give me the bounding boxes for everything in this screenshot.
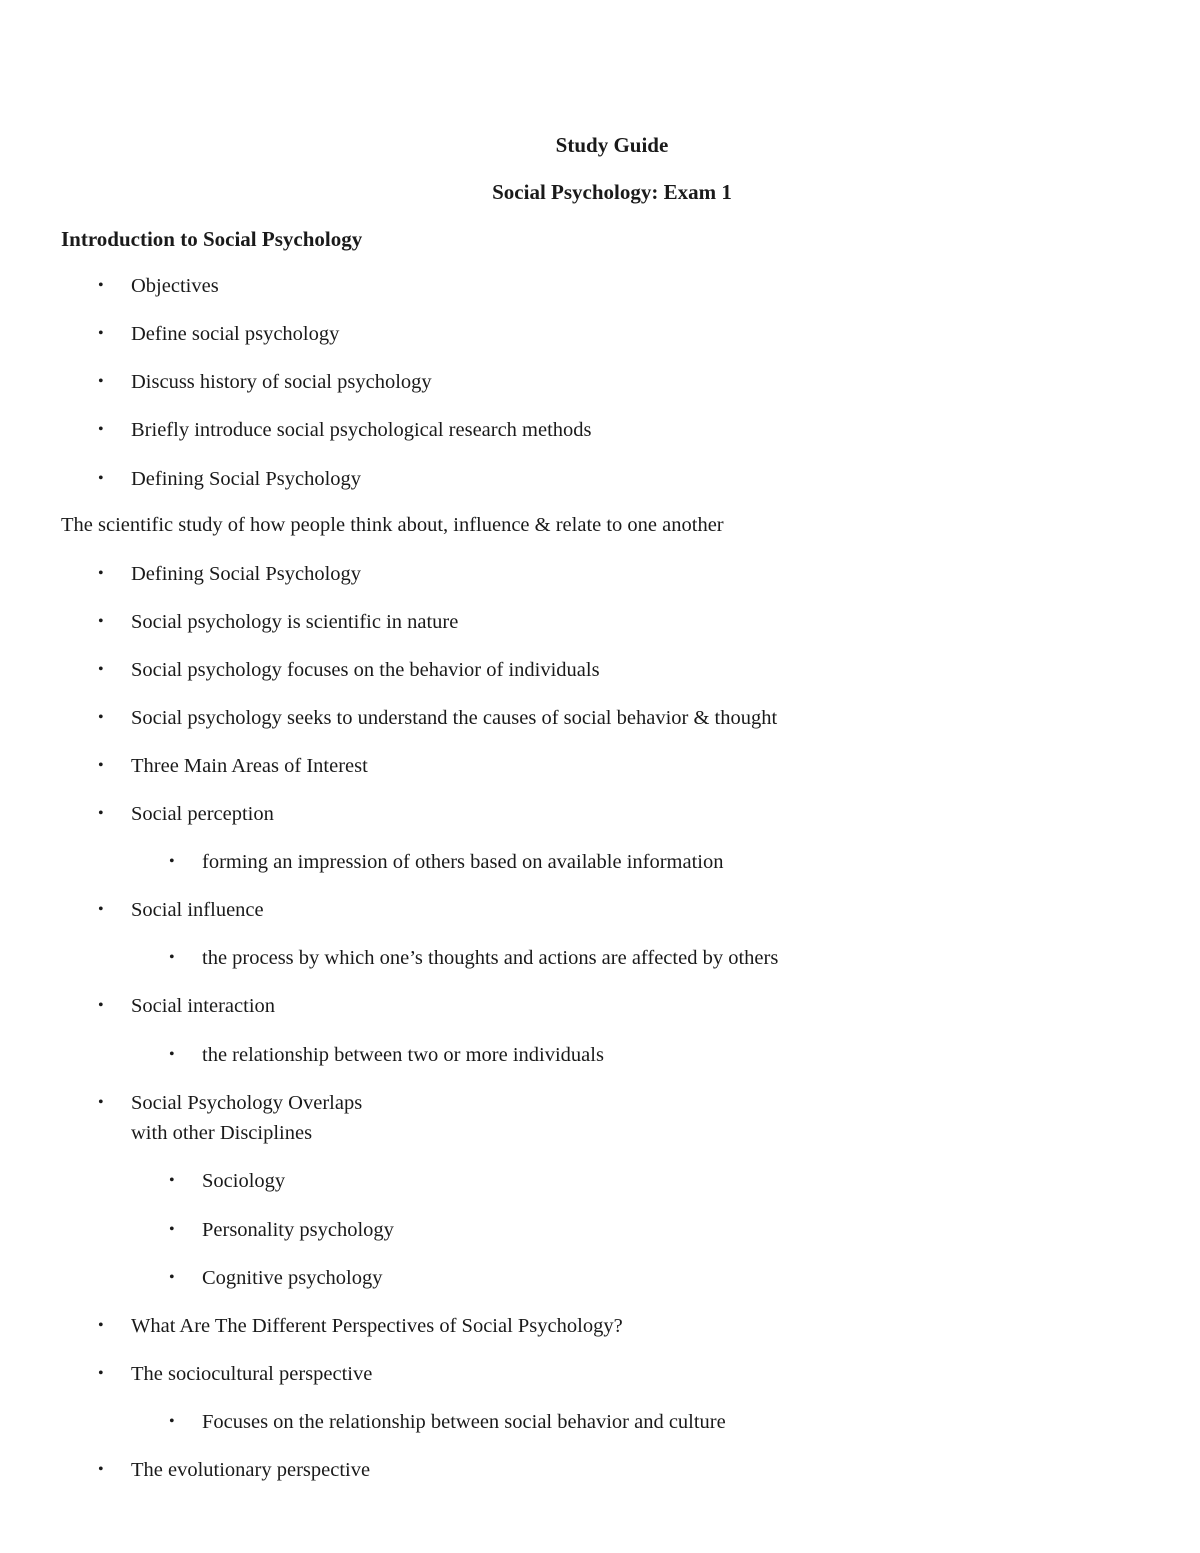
bullet-icon: •	[169, 1172, 175, 1189]
list-item-text: What Are The Different Perspectives of Social Psychology?	[131, 1315, 623, 1337]
list-item	[98, 1311, 623, 1341]
list-item-text: The sociocultural perspective	[131, 1363, 373, 1385]
list-item-text: with other Disciplines	[131, 1122, 313, 1144]
list-item-text: Personality psychology	[202, 1219, 394, 1241]
list-item	[98, 1359, 373, 1389]
list-item-text: Three Main Areas of Interest	[131, 755, 368, 777]
list-item-text: Social Psychology Overlaps	[131, 1092, 363, 1114]
list-item	[98, 1088, 363, 1118]
sub-list-item	[169, 1215, 394, 1245]
list-item-text: Social interaction	[131, 995, 276, 1017]
list-item-text: Objectives	[131, 275, 219, 297]
bullet-icon: •	[98, 373, 104, 390]
list-item	[98, 271, 219, 301]
bullet-icon: •	[98, 661, 104, 678]
list-item	[98, 319, 340, 349]
list-item-text: Social psychology is scientific in nature	[131, 611, 459, 633]
bullet-icon: •	[98, 613, 104, 630]
list-item	[98, 799, 274, 829]
bullet-icon: •	[98, 565, 104, 582]
list-item-text: Define social psychology	[131, 323, 340, 345]
bullet-icon: •	[98, 757, 104, 774]
list-item-text: Defining Social Psychology	[131, 468, 362, 490]
bullet-icon: •	[98, 1317, 104, 1334]
list-item-text: Social perception	[131, 803, 274, 825]
list-item-text: The evolutionary perspective	[131, 1459, 371, 1481]
bullet-icon: •	[169, 949, 175, 966]
list-item-text: the relationship between two or more individuals	[202, 1044, 604, 1066]
bullet-icon: •	[98, 277, 104, 294]
sub-list-item	[169, 1407, 726, 1437]
list-item-text: Defining Social Psychology	[131, 563, 362, 585]
bullet-icon: •	[98, 470, 104, 487]
sub-list-item	[169, 1263, 383, 1293]
list-item-continuation	[131, 1118, 312, 1148]
document-title: Study Guide	[555, 133, 669, 157]
bullet-icon: •	[169, 1046, 175, 1063]
section-heading: Introduction to Social Psychology	[61, 227, 363, 251]
list-item	[98, 991, 276, 1021]
list-item	[98, 895, 264, 925]
list-item-text: forming an impression of others based on available information	[202, 851, 724, 873]
document-subtitle: Social Psychology: Exam 1	[492, 180, 732, 204]
list-item-text: Social psychology focuses on the behavior of individuals	[131, 659, 600, 681]
bullet-icon: •	[98, 901, 104, 918]
sub-list-item	[169, 847, 724, 877]
list-item-text: Briefly introduce social psychological research methods	[131, 419, 592, 441]
bullet-icon: •	[169, 1413, 175, 1430]
bullet-icon: •	[98, 325, 104, 342]
sub-list-item	[169, 943, 779, 973]
list-item	[98, 559, 362, 589]
bullet-icon: •	[98, 997, 104, 1014]
sub-list-item	[169, 1040, 604, 1070]
list-item	[98, 415, 592, 445]
list-item	[98, 655, 600, 685]
list-item	[98, 703, 778, 733]
bullet-icon: •	[98, 1365, 104, 1382]
list-item	[98, 1455, 371, 1485]
bullet-icon: •	[169, 853, 175, 870]
list-item-text: Social influence	[131, 899, 264, 921]
list-item	[98, 367, 432, 397]
bullet-icon: •	[169, 1221, 175, 1238]
list-item-text: the process by which one’s thoughts and actions are affected by others	[202, 947, 779, 969]
list-item	[98, 607, 459, 637]
bullet-icon: •	[98, 709, 104, 726]
bullet-icon: •	[98, 805, 104, 822]
bullet-icon: •	[98, 1094, 104, 1111]
list-item-text: Sociology	[202, 1170, 286, 1192]
definition-paragraph: The scientific study of how people think about, influence & relate to one another	[61, 514, 724, 536]
list-item-text: Cognitive psychology	[202, 1267, 383, 1289]
list-item-text: Social psychology seeks to understand the causes of social behavior & thought	[131, 707, 778, 729]
list-item-text: Discuss history of social psychology	[131, 371, 432, 393]
bullet-icon: •	[169, 1269, 175, 1286]
sub-list-item	[169, 1166, 286, 1196]
bullet-icon: •	[98, 421, 104, 438]
list-item	[98, 464, 362, 494]
list-item-text: Focuses on the relationship between social behavior and culture	[202, 1411, 726, 1433]
list-item	[98, 751, 368, 781]
bullet-icon: •	[98, 1461, 104, 1478]
